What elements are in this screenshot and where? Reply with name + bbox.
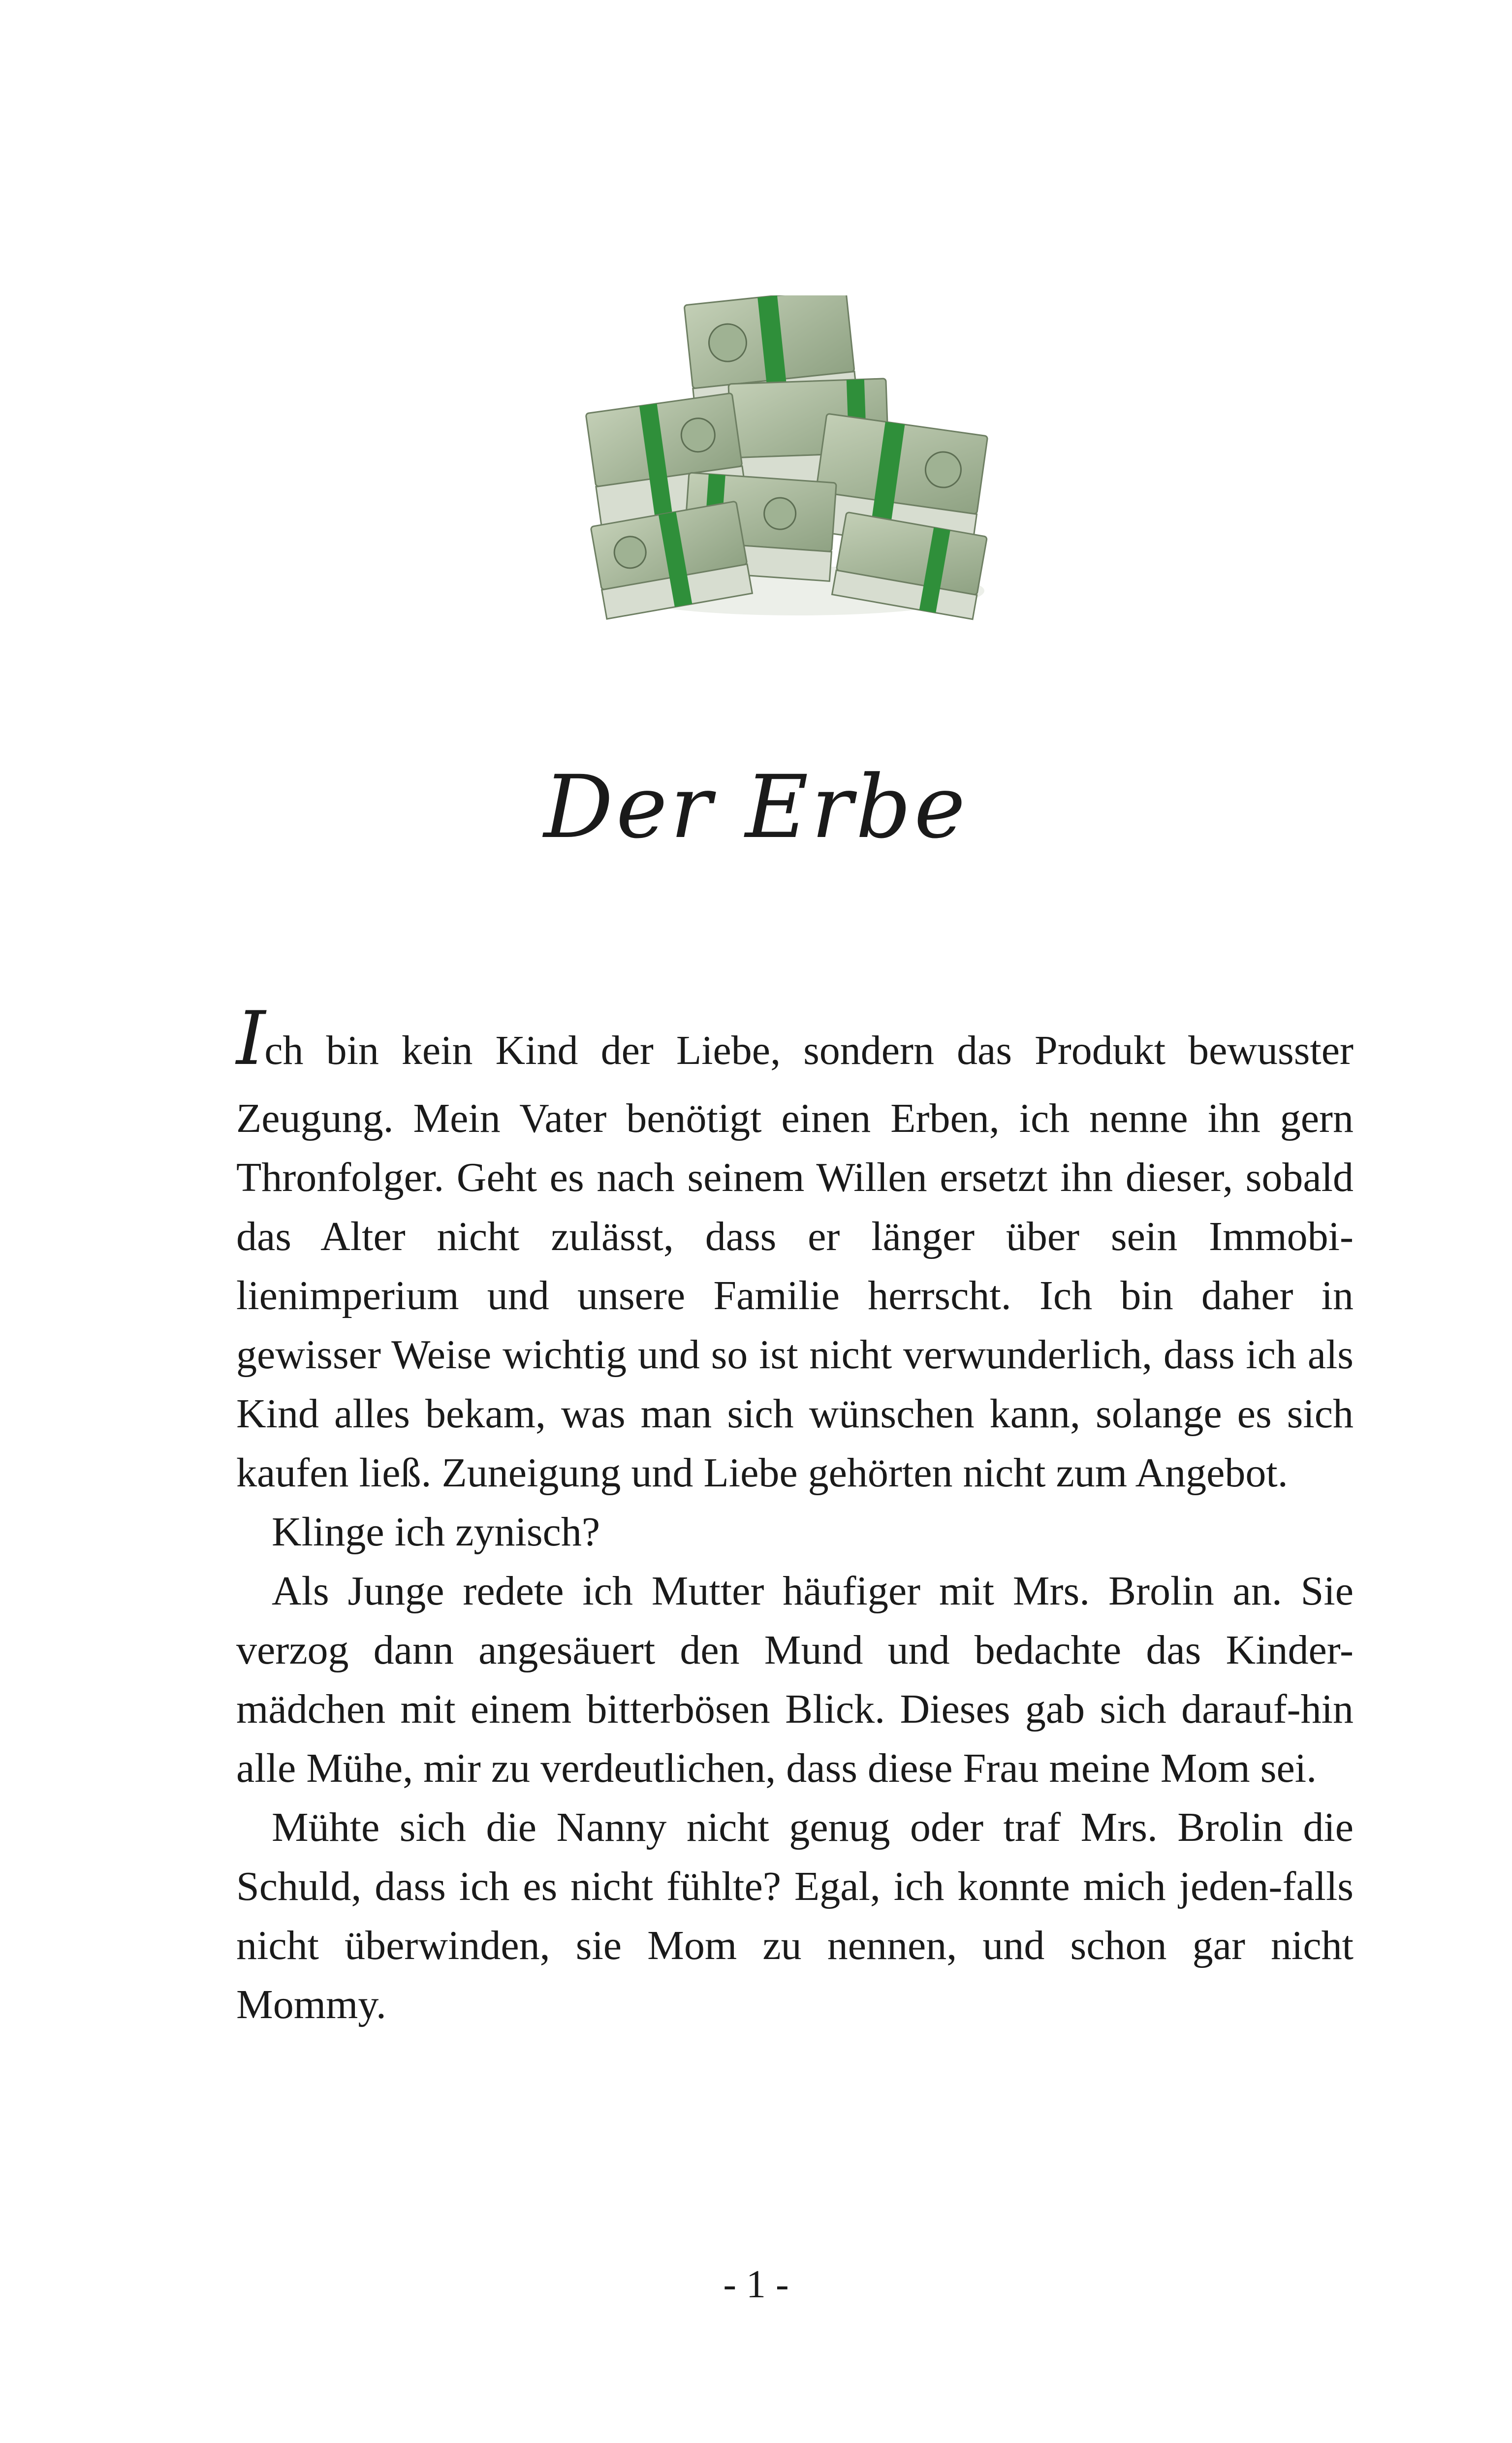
paragraph-1-text: Zeugung. Mein Vater benötigt einen Erben, ich nenne ihn gern Thronfolger. Geht es nach seinem Willen ersetzt ihn dieser, sobald das Alter nicht zulässt, dass er länger über sein Immobi-lienimperium und unsere Familie herrscht. Ich bin daher in gewisser Weise wichtig und so ist nicht verwunderlich, dass ich als Kind alles bekam, was man sich wünschen kann, solange es sich kaufen ließ. Zuneigung und Liebe gehörten nicht zum Angebot. bbox=[236, 1095, 1354, 1496]
paragraph-1 bbox=[236, 996, 1354, 1503]
chapter-title: Der Erbe bbox=[543, 757, 969, 858]
money-stack-icon bbox=[581, 295, 1014, 640]
page-number: - 1 - bbox=[723, 2263, 789, 2306]
drop-cap: I bbox=[236, 996, 263, 1082]
paragraph-3: Als Junge redete ich Mutter häufiger mit Mrs. Brolin an. Sie verzog dann angesäuert den Mund und bedachte das Kinder-mädchen mit einem bitterbösen Blick. Dieses gab sich darauf-hin alle Mühe, mir zu verdeutlichen, dass diese Frau meine Mom sei. bbox=[236, 1568, 1354, 1791]
paragraph-4: Mühte sich die Nanny nicht genug oder traf Mrs. Brolin die Schuld, dass ich es nicht fühlte? Egal, ich konnte mich jeden-falls nicht überwinden, sie Mom zu nennen, und schon gar nicht Mommy. bbox=[236, 1804, 1354, 2027]
first-line-text: ch bin kein Kind der Liebe, sondern das Produkt bewusster bbox=[264, 1028, 1354, 1073]
paragraph-2: Klinge ich zynisch? bbox=[272, 1509, 600, 1555]
first-line bbox=[236, 996, 1354, 1082]
chapter-body bbox=[236, 996, 1354, 2034]
